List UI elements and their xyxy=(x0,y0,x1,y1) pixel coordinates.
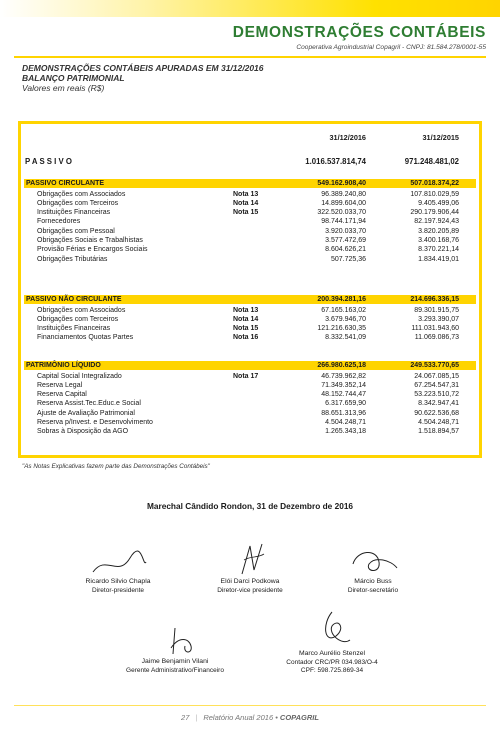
signer-role: Diretor-presidente xyxy=(91,586,145,594)
page-number: 27 xyxy=(181,713,190,722)
section-total-2016: 200.394.281,16 xyxy=(317,296,366,303)
row-value-2015: 107.810.029,59 xyxy=(410,190,459,198)
row-value-2015: 11.069.086,73 xyxy=(414,334,459,342)
doc-line1: DEMONSTRAÇÕES CONTÁBEIS APURADAS EM 31/12/2016 xyxy=(22,63,264,73)
row-value-2015: 1.518.894,57 xyxy=(418,428,459,436)
doc-line2: BALANÇO PATRIMONIAL xyxy=(22,73,125,83)
handwritten-signature xyxy=(88,548,148,578)
row-value-2016: 98.744.171,94 xyxy=(321,218,366,226)
place-date: Marechal Cândido Rondon, 31 de Dezembro de 2016 xyxy=(146,501,354,511)
row-note: Nota 13 xyxy=(233,190,259,198)
row-label: Reserva p/Invest. e Desenvolvimento xyxy=(37,419,153,426)
row-value-2015: 4.504.248,71 xyxy=(418,419,459,426)
row-value-2015: 290.179.906,44 xyxy=(410,209,459,217)
signature-block xyxy=(58,548,178,595)
row-value-2016: 8.332.541,09 xyxy=(325,334,366,342)
column-2015: 31/12/2015 xyxy=(422,133,459,142)
row-label: Sobras à Disposição da AGO xyxy=(37,428,129,436)
page-footer: 27 | Relatório Anual 2016 • COPAGRIL xyxy=(181,713,319,722)
footnote: "As Notas Explicativas fazem parte das Demonstrações Contábeis" xyxy=(22,463,210,470)
row-label: Obrigações com Associados xyxy=(37,306,126,314)
passivo-total-row xyxy=(21,157,479,167)
row-label: Obrigações com Terceiros xyxy=(37,315,119,323)
section-total-2016: 266.980.625,18 xyxy=(317,362,366,369)
row-value-2015: 1.834.419,01 xyxy=(418,255,459,263)
passivo-label: P A S S I V O xyxy=(25,157,72,166)
row-value-2016: 67.165.163,02 xyxy=(321,306,366,314)
handwritten-signature xyxy=(343,546,403,578)
section-total-2015: 214.696.336,15 xyxy=(410,296,459,303)
section-label: PASSIVO NÃO CIRCULANTE xyxy=(26,296,122,303)
row-label: Reserva Assist.Tec.Educ.e Social xyxy=(37,400,141,408)
row-value-2015: 53.223.510,72 xyxy=(414,391,459,399)
section-header-row xyxy=(24,361,476,370)
signature-block xyxy=(262,610,402,676)
row-note: Nota 17 xyxy=(233,372,259,380)
row-value-2015: 3.293.390,07 xyxy=(418,315,459,323)
signature-block xyxy=(318,546,428,595)
table-row xyxy=(21,255,479,265)
row-note: Nota 15 xyxy=(233,325,259,333)
row-label: Ajuste de Avaliação Patrimonial xyxy=(37,409,135,417)
table-row xyxy=(21,333,479,343)
row-value-2016: 8.604.626,21 xyxy=(325,246,366,254)
report-name: Relatório Anual 2016 xyxy=(203,713,274,722)
section-total-2015: 507.018.374,22 xyxy=(410,180,459,187)
page-subtitle: Cooperativa Agroindustrial Copagril - CNPJ: 81.584.278/0001-55 xyxy=(296,44,486,51)
row-value-2015: 90.622.536,68 xyxy=(414,409,459,417)
row-value-2015: 24.067.085,15 xyxy=(414,372,459,380)
doc-line3: Valores em reais (R$) xyxy=(22,83,105,93)
row-value-2016: 6.317.659,90 xyxy=(325,400,366,408)
row-label: Obrigações Tributárias xyxy=(37,255,108,263)
table-header-row xyxy=(21,133,479,143)
row-value-2016: 88.651.313,96 xyxy=(321,409,366,417)
balance-sheet-table xyxy=(18,121,482,458)
row-label: Obrigações com Associados xyxy=(37,190,126,198)
signature-block xyxy=(110,624,240,675)
signer-role: Diretor-vice presidente xyxy=(217,586,283,594)
row-label: Reserva Capital xyxy=(37,391,87,399)
row-value-2016: 46.739.962,82 xyxy=(321,372,366,380)
passivo-2016: 1.016.537.814,74 xyxy=(305,157,366,166)
footer-divider xyxy=(14,705,486,706)
row-label: Instituições Financeiras xyxy=(37,209,111,217)
passivo-2015: 971.248.481,02 xyxy=(404,157,459,166)
section-label: PATRIMÔNIO LÍQUIDO xyxy=(26,362,101,369)
signer-role: Gerente Administrativo/Financeiro xyxy=(126,666,224,674)
row-note: Nota 16 xyxy=(233,334,259,342)
row-value-2016: 3.920.033,70 xyxy=(325,227,366,235)
section-total-2015: 249.533.770,65 xyxy=(410,362,459,369)
section-label: PASSIVO CIRCULANTE xyxy=(26,180,105,187)
row-label: Fornecedores xyxy=(37,218,81,226)
section-header-row xyxy=(24,295,476,304)
row-value-2016: 48.152.744,47 xyxy=(321,391,366,399)
row-label: Reserva Legal xyxy=(37,381,83,389)
section-total-2016: 549.162.908,40 xyxy=(317,180,366,187)
row-value-2015: 89.301.915,75 xyxy=(414,306,459,314)
header-divider xyxy=(14,56,486,58)
signer-name: Ricardo Silvio Chapla xyxy=(85,578,151,585)
signer-name: Jaime Benjamin Vilani xyxy=(141,658,209,665)
row-note: Nota 15 xyxy=(233,209,259,217)
row-value-2015: 3.400.168,76 xyxy=(418,237,459,244)
row-value-2015: 9.405.499,06 xyxy=(418,199,459,207)
signature-block xyxy=(190,540,310,595)
row-label: Financiamentos Quotas Partes xyxy=(37,334,134,342)
signer-role: Diretor-secretário xyxy=(347,586,399,594)
row-value-2015: 111.031.943,60 xyxy=(411,325,459,333)
row-note: Nota 14 xyxy=(233,199,259,207)
row-value-2015: 67.254.547,31 xyxy=(414,381,459,389)
column-2016: 31/12/2016 xyxy=(329,133,366,142)
row-value-2015: 8.370.221,14 xyxy=(418,246,459,254)
row-value-2016: 3.577.472,69 xyxy=(325,237,366,244)
table-row xyxy=(21,427,479,437)
handwritten-signature xyxy=(220,540,280,578)
handwritten-signature xyxy=(302,610,362,650)
row-label: Obrigações Sociais e Trabalhistas xyxy=(37,237,143,244)
row-value-2016: 1.265.343,18 xyxy=(325,428,366,436)
signer-name: Márcio Buss xyxy=(354,578,392,585)
row-value-2016: 3.679.946,70 xyxy=(325,315,366,323)
row-label: Capital Social Integralizado xyxy=(37,372,122,380)
row-label: Provisão Férias e Encargos Sociais xyxy=(37,246,148,254)
document-heading xyxy=(22,63,264,93)
row-label: Obrigações com Pessoal xyxy=(37,227,115,235)
handwritten-signature xyxy=(145,624,205,658)
row-value-2015: 82.197.924,43 xyxy=(414,218,459,226)
row-value-2016: 4.504.248,71 xyxy=(325,419,366,426)
top-color-band xyxy=(0,0,500,17)
row-value-2016: 96.389.240,80 xyxy=(321,190,366,198)
row-label: Instituições Financeiras xyxy=(37,325,111,333)
section-header-row xyxy=(24,179,476,188)
row-value-2016: 322.520.033,70 xyxy=(317,209,366,217)
row-label: Obrigações com Terceiros xyxy=(37,199,119,207)
row-value-2016: 121.216.630,35 xyxy=(317,325,366,333)
row-value-2015: 8.342.947,41 xyxy=(418,400,459,408)
row-value-2016: 71.349.352,14 xyxy=(321,381,366,389)
brand-name: COPAGRIL xyxy=(279,713,319,722)
row-value-2016: 14.899.604,00 xyxy=(321,199,366,207)
signer-name: Elói Darci Podkowa xyxy=(220,578,280,585)
page-title: DEMONSTRAÇÕES CONTÁBEIS xyxy=(232,24,486,41)
row-note: Nota 13 xyxy=(233,306,259,314)
row-value-2016: 507.725,36 xyxy=(330,255,366,263)
row-note: Nota 14 xyxy=(233,315,259,323)
signer-role: Contador CRC/PR 034.983/O-4 xyxy=(286,658,378,666)
signer-name: Marco Aurélio Stenzel xyxy=(298,650,366,657)
row-value-2015: 3.820.205,89 xyxy=(418,227,459,235)
signer-cpf: CPF: 598.725.869-34 xyxy=(300,667,364,674)
